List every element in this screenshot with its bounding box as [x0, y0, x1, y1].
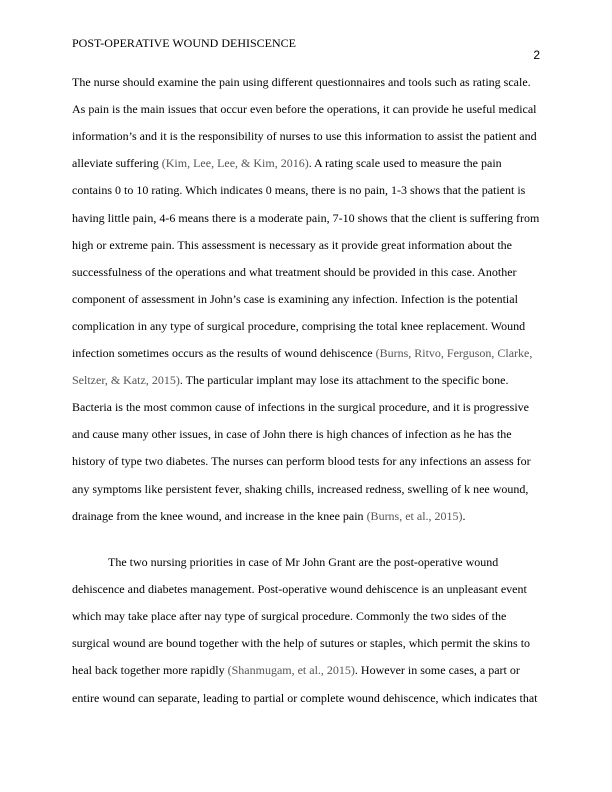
- running-head: POST-OPERATIVE WOUND DEHISCENCE: [72, 36, 297, 50]
- paragraph-line: [72, 292, 518, 306]
- paragraph-line: [72, 346, 532, 360]
- page-number: 2: [533, 48, 540, 62]
- text-run: complication in any type of surgical procedure, comprising the total knee replacement. Wound: [72, 318, 526, 333]
- text-run: The nurse should examine the pain using different questionnaires and tools such as rating scale.: [72, 75, 531, 89]
- paragraph-line: [72, 129, 537, 143]
- paragraph-line: [72, 691, 538, 705]
- citation: Seltzer, & Katz, 2015): [72, 373, 180, 388]
- text-run: .: [462, 508, 466, 523]
- text-run: . The particular implant may lose its attachment to the specific bone.: [179, 373, 509, 388]
- paragraph-line: [72, 373, 509, 387]
- text-run: information’s and it is the responsibility of nurses to use this information to assist the patient and: [72, 129, 537, 144]
- text-run: . However in some cases, a part or: [354, 663, 520, 678]
- text-run: infection sometimes occurs as the results of wound dehiscence: [72, 346, 376, 360]
- paragraph-line: [72, 609, 506, 623]
- citation: (Kim, Lee, Lee, & Kim, 2016): [161, 156, 309, 171]
- paragraph-line: [72, 636, 530, 650]
- text-run: dehiscence and diabetes management. Post-operative wound dehiscence is an unpleasant event: [72, 582, 527, 597]
- paragraph-line: [72, 454, 531, 468]
- text-run: alleviate suffering: [72, 156, 162, 171]
- paragraph-line: [72, 238, 512, 252]
- text-run: any symptoms like persistent fever, shaking chills, increased redness, swelling of k nee wound,: [72, 481, 529, 496]
- paragraph-line: [72, 211, 539, 225]
- paragraph-line: [108, 555, 498, 569]
- text-run: high or extreme pain. This assessment is necessary as it provide great information about the: [72, 237, 512, 252]
- paragraph-line: [72, 482, 528, 496]
- citation: (Burns, Ritvo, Ferguson, Clarke,: [375, 346, 533, 360]
- paragraph-line: [72, 509, 466, 523]
- paragraph-line: [72, 183, 525, 197]
- text-run: which may take place after nay type of surgical procedure. Commonly the two sides of the: [72, 609, 507, 624]
- text-run: contains 0 to 10 rating. Which indicates 0 means, there is no pain, 1-3 shows that the patient is: [72, 183, 526, 198]
- paragraph-line: [72, 265, 517, 279]
- paragraph-line: [72, 582, 527, 596]
- text-run: surgical wound are bound together with the help of sutures or staples, which permit the skins to: [72, 636, 531, 651]
- paragraph-line: [72, 156, 502, 170]
- paragraph-line: [72, 663, 520, 677]
- citation: (Shanmugam, et al., 2015): [227, 663, 355, 678]
- text-run: Bacteria is the most common cause of infections in the surgical procedure, and it is progressive: [72, 400, 529, 415]
- text-run: and cause many other issues, in case of John there is high chances of infection as he has the: [72, 427, 512, 442]
- text-run: having little pain, 4-6 means there is a moderate pain, 7-10 shows that the client is suffering from: [72, 210, 540, 225]
- text-run: As pain is the main issues that occur even before the operations, it can provide he useful medical: [72, 102, 537, 117]
- citation: (Burns, et al., 2015): [366, 508, 463, 523]
- text-run: drainage from the knee wound, and increase in the knee pain: [72, 508, 367, 523]
- paragraph-line: [72, 427, 512, 441]
- text-run: successfulness of the operations and what treatment should be provided in this case. Another: [72, 264, 517, 279]
- paragraph-line: [72, 400, 529, 414]
- text-run: history of type two diabetes. The nurses can perform blood tests for any infections an assess for: [72, 454, 531, 469]
- text-run: component of assessment in John’s case is examining any infection. Infection is the potential: [72, 291, 518, 306]
- paragraph-line: [72, 319, 525, 333]
- text-run: . A rating scale used to measure the pain: [308, 156, 502, 171]
- paragraph-line: [72, 102, 537, 116]
- paragraph-line: [72, 75, 531, 89]
- text-run: entire wound can separate, leading to partial or complete wound dehiscence, which indicates that: [72, 690, 538, 705]
- text-run: heal back together more rapidly: [72, 663, 228, 678]
- text-run: The two nursing priorities in case of Mr John Grant are the post-operative wound: [108, 555, 499, 569]
